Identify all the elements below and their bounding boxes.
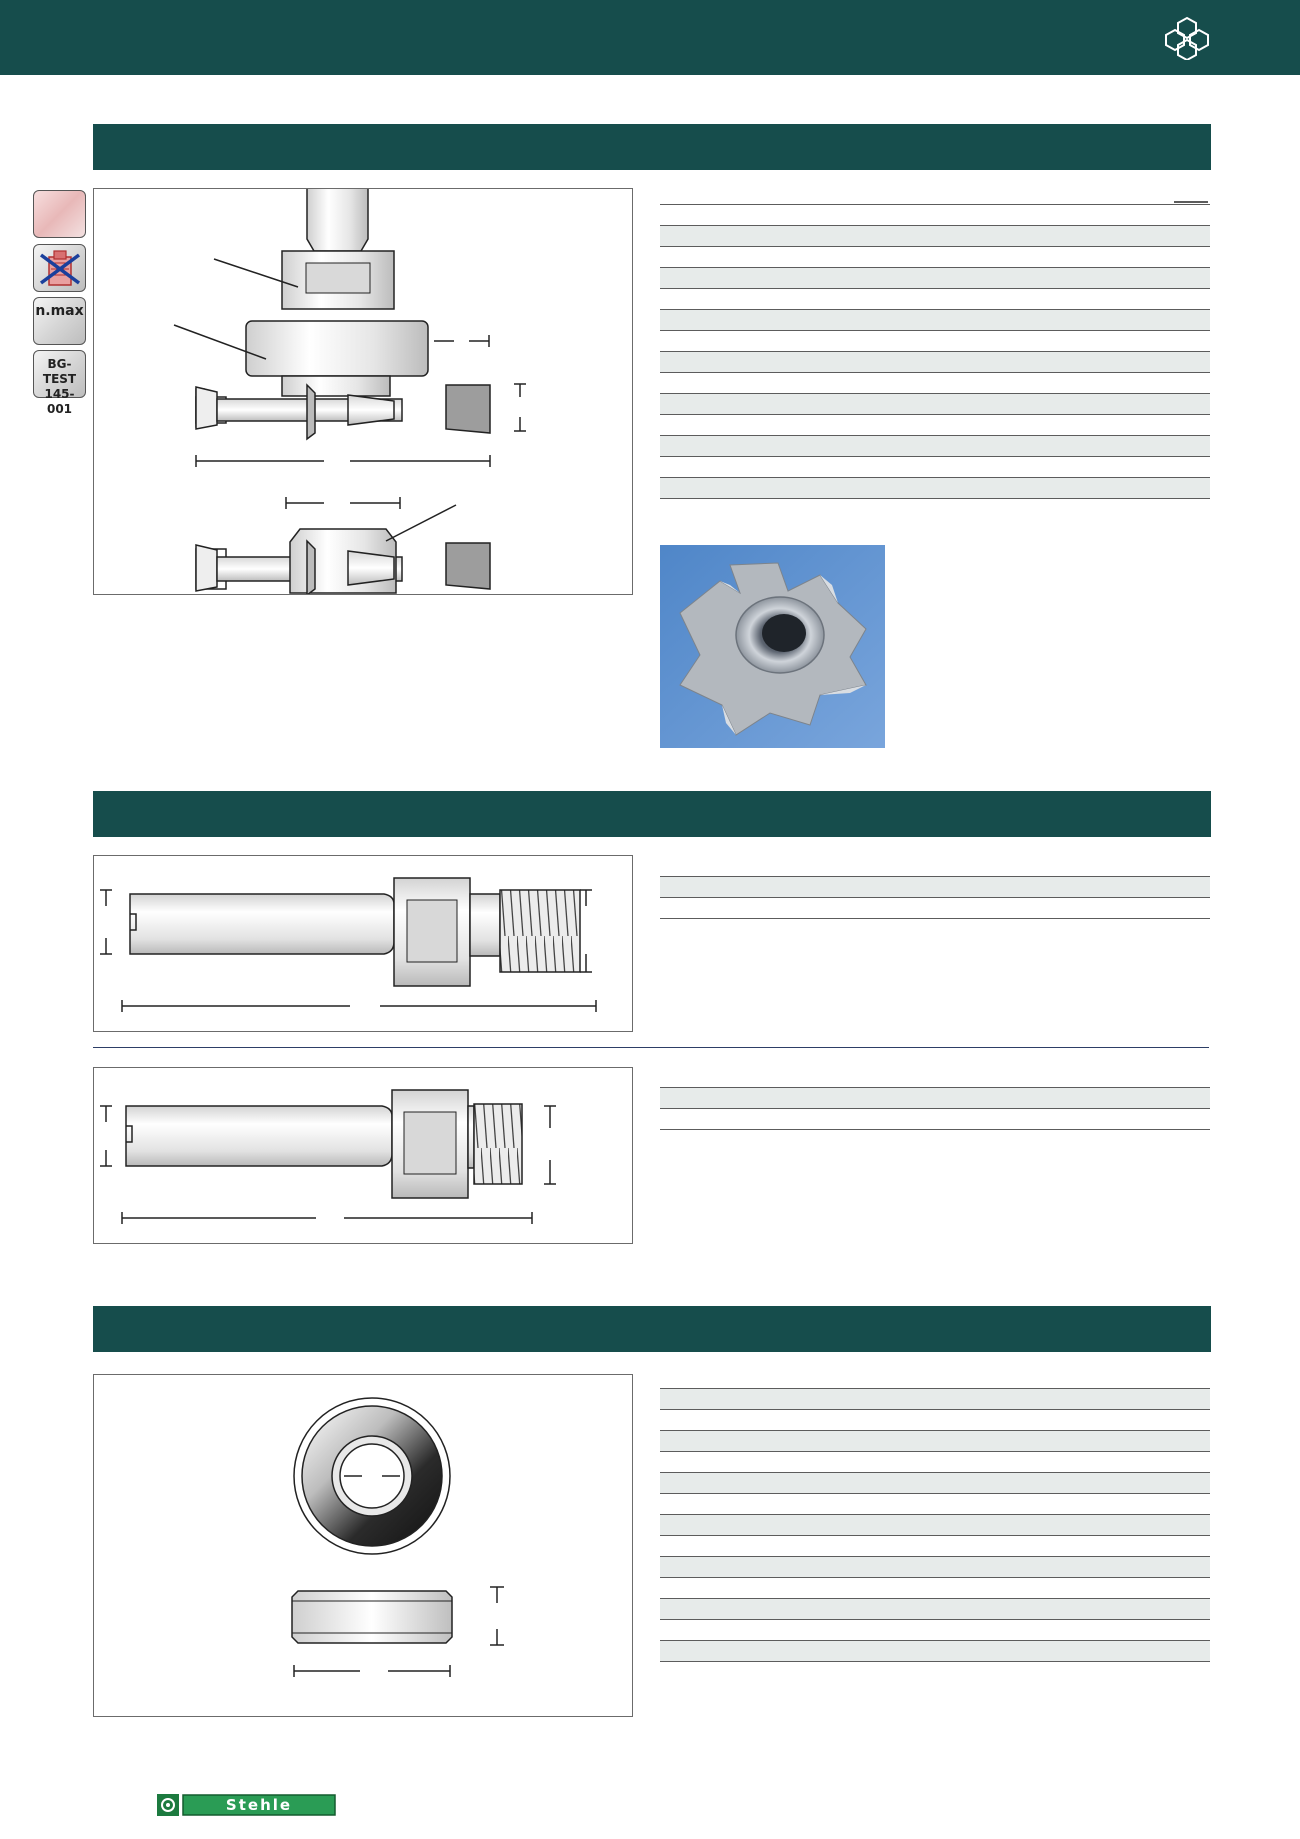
table-row	[660, 918, 1210, 919]
table-row	[660, 1556, 1210, 1577]
table-row	[660, 267, 1210, 288]
n-max-icon	[33, 297, 86, 345]
table-row	[660, 1577, 1210, 1598]
arbor-technical-drawing-2	[94, 1068, 632, 1243]
table-row	[660, 1430, 1210, 1451]
table-row	[660, 1535, 1210, 1556]
bg-test-icon	[33, 350, 86, 416]
table-row	[660, 1409, 1210, 1430]
n-max-label: n.max	[35, 303, 84, 319]
arbor-drawing-panel-1	[93, 855, 633, 1032]
bg-test-number: 145-001	[44, 387, 75, 416]
table-row	[660, 435, 1210, 456]
arbor-technical-drawing-1	[94, 856, 632, 1031]
table-row	[660, 351, 1210, 372]
table-row	[660, 1661, 1210, 1662]
table-row	[660, 897, 1210, 918]
table-row	[660, 876, 1210, 897]
no-hand-feed-icon	[33, 244, 86, 292]
stehle-logo	[157, 1794, 337, 1816]
table-corner-mark	[1174, 201, 1208, 203]
table-row	[660, 1493, 1210, 1514]
table-row	[660, 1640, 1210, 1661]
section-bar-cutter	[93, 124, 1211, 170]
cutter-spec-table	[660, 204, 1210, 499]
top-banner	[0, 0, 1300, 75]
section-bar-arbor	[93, 791, 1211, 837]
cutter-photo	[660, 545, 885, 748]
bearing-spec-table	[660, 1388, 1210, 1662]
table-row	[660, 246, 1210, 267]
arbor-spec-table-2	[660, 1087, 1210, 1130]
table-row	[660, 1388, 1210, 1409]
table-row	[660, 288, 1210, 309]
table-row	[660, 1598, 1210, 1619]
cutter-technical-drawing	[94, 189, 632, 594]
brand-name: Stehle	[225, 1796, 293, 1814]
table-row	[660, 1129, 1210, 1130]
table-row	[660, 1514, 1210, 1535]
cutter-photo-image	[660, 545, 885, 748]
table-row	[660, 1087, 1210, 1108]
table-row	[660, 1472, 1210, 1493]
table-row	[660, 393, 1210, 414]
section-bar-bearing	[93, 1306, 1211, 1352]
table-row	[660, 477, 1210, 498]
table-row	[660, 1108, 1210, 1129]
table-row	[660, 330, 1210, 351]
table-row	[660, 372, 1210, 393]
arbor-drawing-panel-2	[93, 1067, 633, 1244]
table-row	[660, 225, 1210, 246]
bearing-drawing-panel	[93, 1374, 633, 1717]
table-row	[660, 414, 1210, 435]
bg-test-label: BG-TEST	[42, 357, 77, 386]
table-row	[660, 204, 1210, 225]
material-swatch-icon	[33, 190, 86, 238]
table-row	[660, 456, 1210, 477]
stehle-logo-icon	[157, 1794, 337, 1816]
crossed-machine-icon	[35, 245, 85, 290]
hexagon-cluster-logo-icon	[1160, 14, 1214, 60]
section-divider	[93, 1047, 1209, 1048]
table-row	[660, 1619, 1210, 1640]
table-row	[660, 498, 1210, 499]
bearing-technical-drawing	[94, 1375, 632, 1716]
cutter-drawing-panel	[93, 188, 633, 595]
arbor-spec-table-1	[660, 876, 1210, 919]
table-row	[660, 309, 1210, 330]
table-row	[660, 1451, 1210, 1472]
